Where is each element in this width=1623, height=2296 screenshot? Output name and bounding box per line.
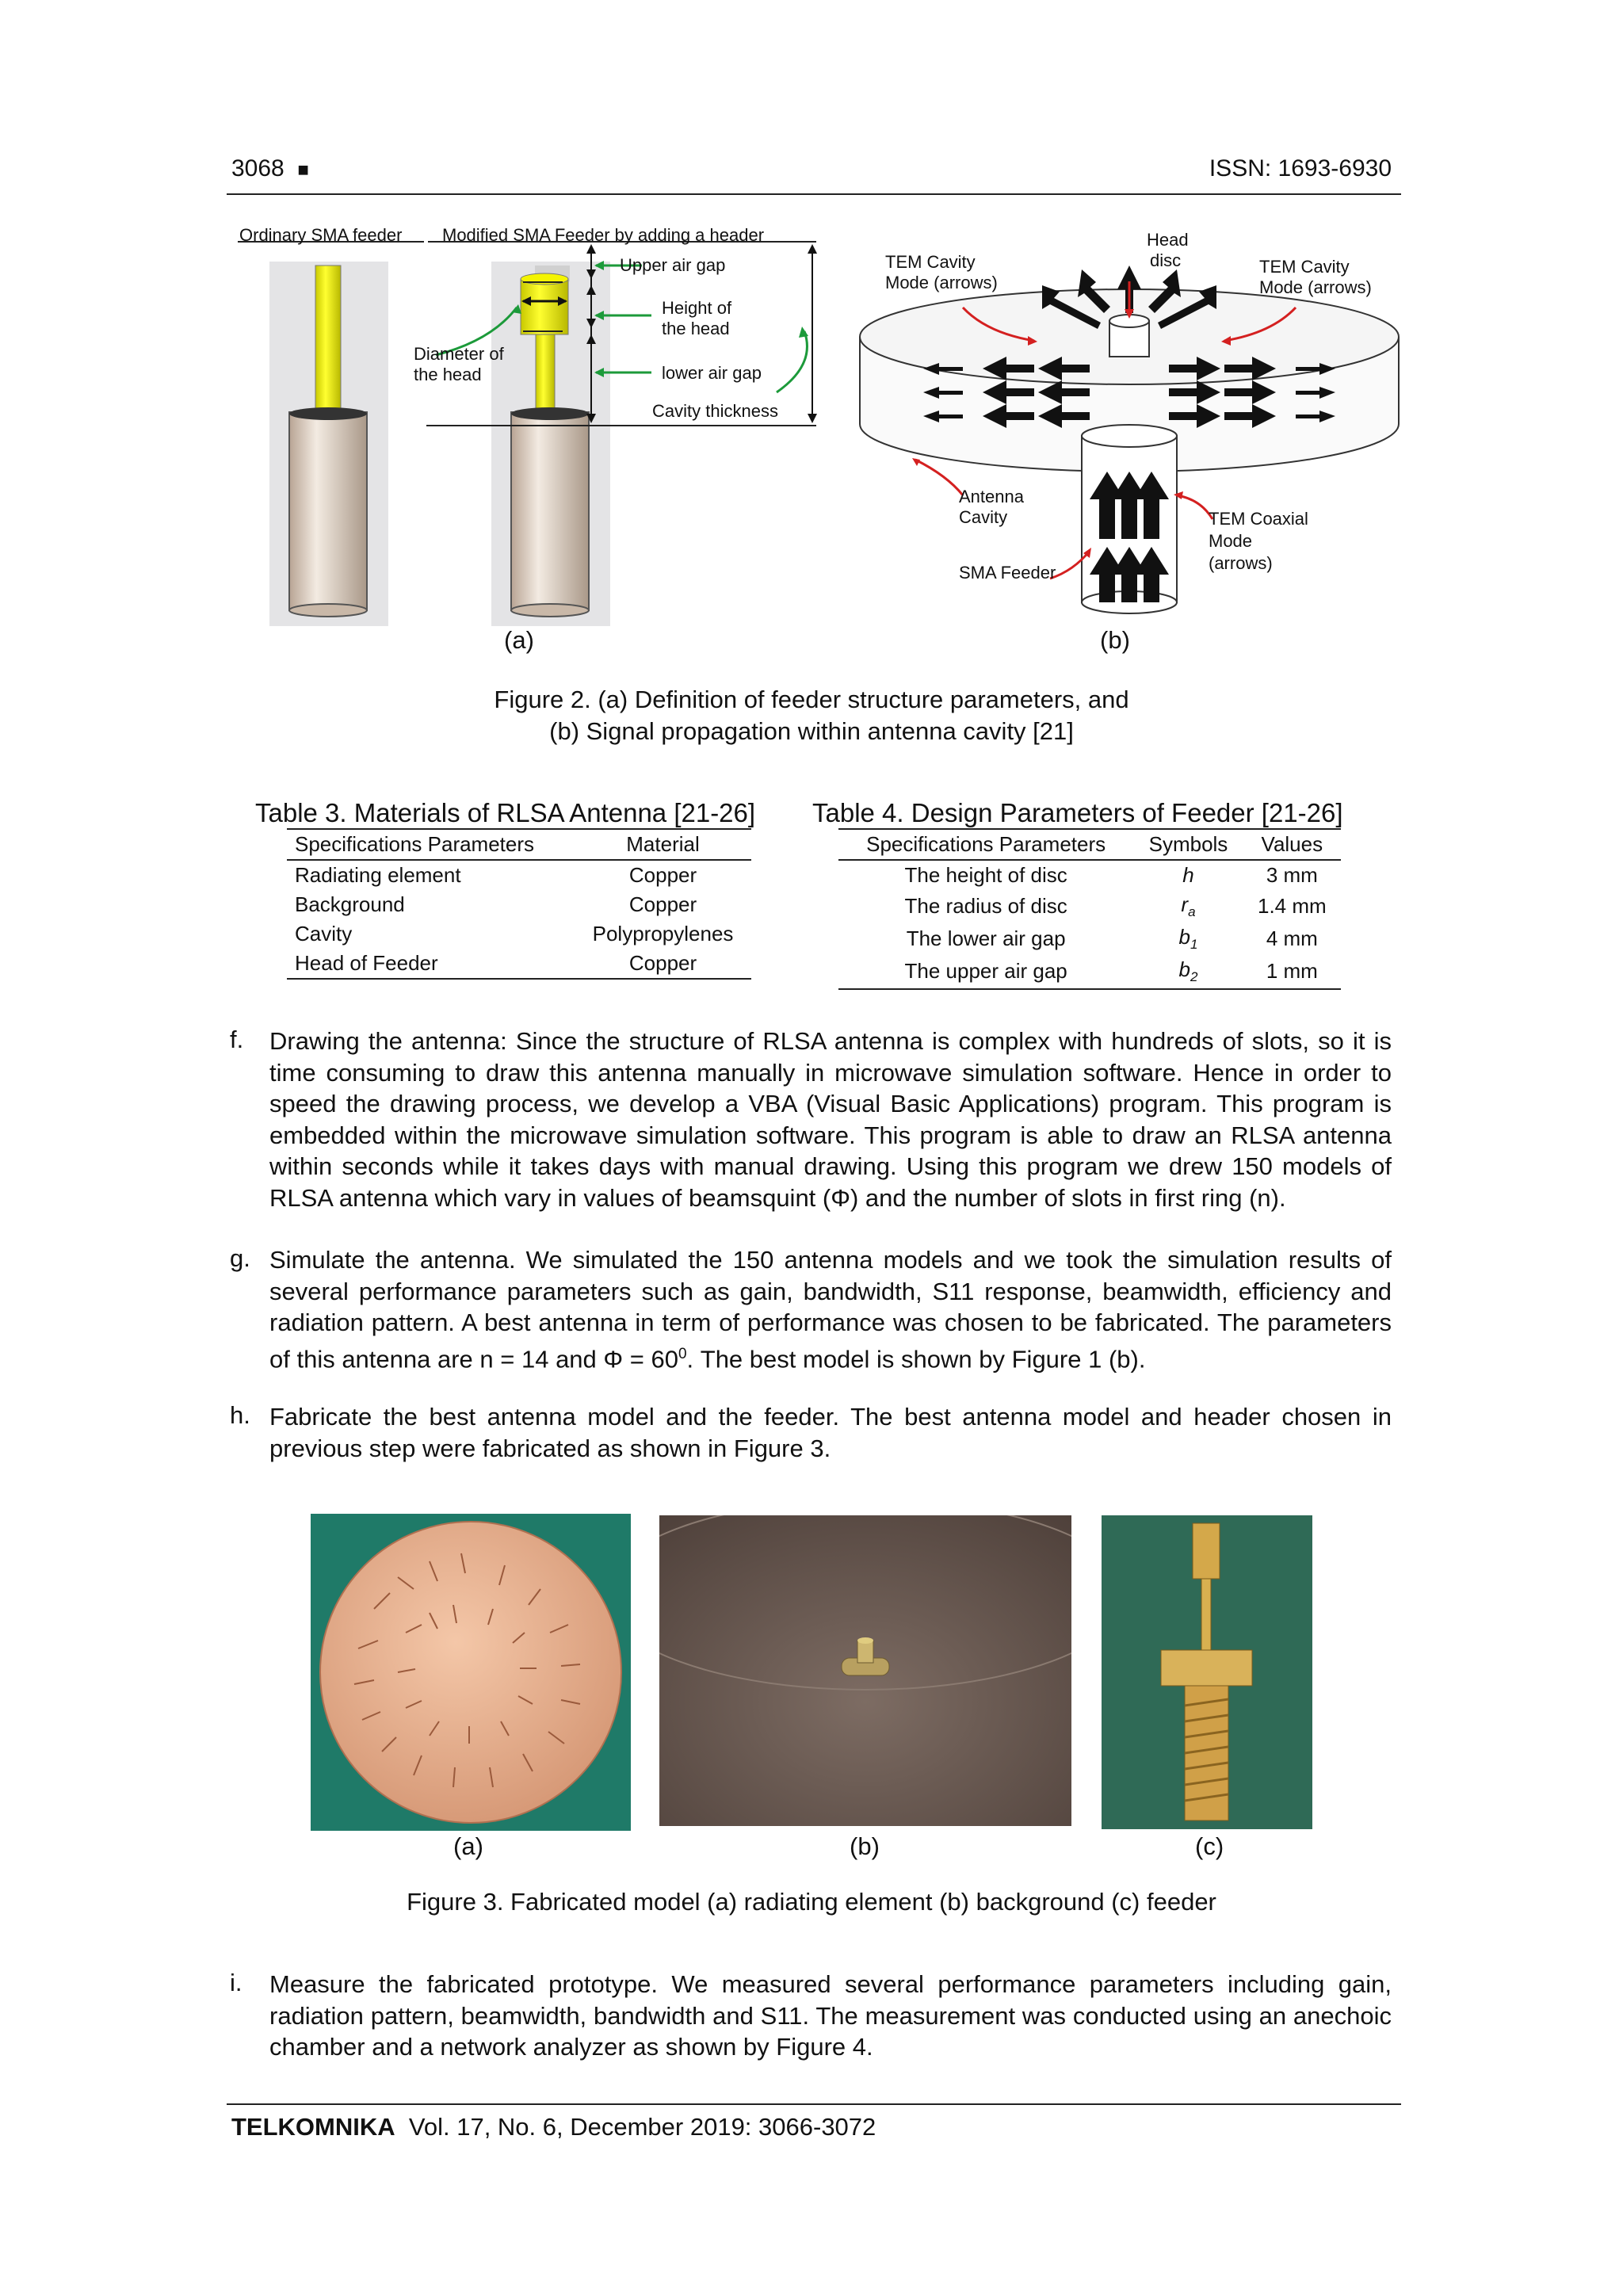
- table-row: [287, 860, 751, 890]
- step-i-text: Measure the fabricated prototype. We measured several performance parameters including gain, radiation pattern, beamwidth, bandwidth and S11. The measurement was conducted using an anechoic chamber and a network analyzer as shown by Figure 4.: [269, 1970, 1392, 2061]
- table-row: [838, 923, 1341, 955]
- figure2-panel-b: [852, 222, 1407, 634]
- background-image: [659, 1515, 1071, 1826]
- figure2-sublabel-b: (b): [1100, 626, 1130, 654]
- table4-header-symbols: Symbols: [1133, 829, 1243, 860]
- table-row: [838, 860, 1341, 890]
- diameter-label-1: Diameter of: [414, 344, 504, 364]
- tem-cavity-left-label-1: TEM Cavity: [885, 252, 976, 272]
- radiating-element-image: [311, 1514, 631, 1831]
- step-f-text: Drawing the antenna: Since the structure of RLSA antenna is complex with hundreds of slots, so it is time consuming to draw this antenna manually in microwave simulation software. Hence in order to speed the drawing process, we develop a VBA (Visual Basic Applications) program. This program is embedded within the microwave simulation software. This program is able to draw an RLSA antenna within seconds while it takes days with manual drawing. Using this program we drew 150 models of RLSA antenna which vary in values of beamsquint (Φ) and the number of slots in first ring (n).: [269, 1027, 1392, 1212]
- head-disc-label-1: Head: [1147, 230, 1189, 250]
- feeder-image: [1102, 1515, 1312, 1829]
- table3-cell: Copper: [628, 863, 697, 887]
- table3-cell: Copper: [628, 892, 697, 916]
- step-g-marker: g.: [230, 1244, 250, 1272]
- table4-header-param: Specifications Parameters: [838, 829, 1133, 860]
- sma-feeder-label: SMA Feeder: [959, 563, 1056, 583]
- table4-title: Table 4. Design Parameters of Feeder [21-26]: [812, 798, 1343, 827]
- footer-rule: [227, 2103, 1401, 2105]
- table4-symbol: $b_1$: [1178, 925, 1198, 953]
- step-i-marker: i.: [230, 1969, 242, 1996]
- journal-name: TELKOMNIKA: [231, 2113, 395, 2141]
- modified-sma-label: Modified SMA Feeder by adding a header: [442, 225, 765, 245]
- table4-symbol: $r_a$: [1181, 892, 1196, 920]
- table4-cell: The height of disc: [904, 863, 1067, 887]
- footer: [231, 2113, 876, 2141]
- table4-header-values: Values: [1243, 829, 1341, 860]
- step-h-text: Fabricate the best antenna model and the feeder. The best antenna model and header chosen in previous step were fabricated as shown in Figure 3.: [269, 1403, 1392, 1462]
- figure3-photo-feeder: [1102, 1515, 1312, 1829]
- tem-cavity-right-label-2: Mode (arrows): [1259, 277, 1372, 297]
- tem-cavity-right-label-1: TEM Cavity: [1259, 257, 1350, 277]
- step-g-text: [269, 1244, 1392, 1374]
- height-of-head-label-2: the head: [662, 319, 730, 338]
- table3-title: Table 3. Materials of RLSA Antenna [21-26]: [255, 798, 756, 827]
- table3-header-param: Specifications Parameters: [287, 829, 575, 860]
- table3-cell: Cavity: [295, 922, 353, 946]
- upper-air-gap-label: Upper air gap: [620, 255, 726, 275]
- figure3-photo-background: [659, 1515, 1071, 1826]
- lower-air-gap-label: lower air gap: [662, 363, 762, 383]
- table3-cell: Polypropylenes: [592, 922, 734, 946]
- head-disc-label-2: disc: [1150, 250, 1182, 270]
- figure2-caption-line2: (b) Signal propagation within antenna cavity [21]: [549, 717, 1074, 745]
- tem-coax-label-1: TEM Coaxial: [1209, 509, 1308, 529]
- table-row: [838, 890, 1341, 923]
- tem-coax-label-3: (arrows): [1209, 553, 1273, 573]
- figure3-sublabel-b: (b): [850, 1832, 880, 1860]
- header-rule: [227, 193, 1401, 195]
- table4-cell: The lower air gap: [906, 926, 1066, 951]
- table4: [838, 828, 1341, 990]
- figure3-sublabel-c: (c): [1195, 1832, 1224, 1860]
- tem-coax-label-2: Mode: [1209, 531, 1253, 551]
- feeder-structure-diagram: [230, 222, 832, 634]
- table4-cell: The radius of disc: [904, 894, 1067, 919]
- table4-symbol: $b_2$: [1133, 955, 1243, 988]
- table3-cell: Radiating element: [295, 863, 461, 887]
- figure2-panel-a: [230, 222, 832, 634]
- table-row: [838, 955, 1341, 988]
- figure3-photo-radiating-element: [311, 1514, 631, 1831]
- cavity-thickness-label: Cavity thickness: [652, 401, 778, 421]
- antenna-cavity-label-1: Antenna: [959, 487, 1024, 506]
- table4-cell: 3 mm: [1266, 863, 1318, 887]
- table4-symbol: h: [1182, 863, 1194, 887]
- step-g-text-b: . The best model is shown by Figure 1 (b).: [686, 1344, 1146, 1373]
- table3-header-material: Material: [575, 829, 751, 860]
- issn: ISSN: 1693-6930: [1209, 155, 1392, 181]
- table4-cell: The upper air gap: [838, 955, 1133, 988]
- header-separator: ■: [297, 159, 309, 181]
- table-row: [287, 919, 751, 949]
- step-f-marker: f.: [230, 1026, 244, 1053]
- figure3-caption: Figure 3. Fabricated model (a) radiating element (b) background (c) feeder: [407, 1888, 1216, 1916]
- tem-cavity-left-label-2: Mode (arrows): [885, 273, 998, 292]
- table3-cell: Background: [295, 892, 405, 916]
- table4-cell: 4 mm: [1266, 926, 1318, 951]
- step-g-sup: 0: [678, 1345, 687, 1362]
- page-number: 3068 ■: [231, 155, 309, 181]
- step-g-text-a: Simulate the antenna. We simulated the 150 antenna models and we took the simulation results of several performance parameters such as gain, bandwidth, S11 response, beamwidth, efficiency and radiation pattern. A best antenna in term of performance was chosen to be fabricated. The parameters of this antenna are n = 14 and Φ = 60: [269, 1246, 1392, 1373]
- figure2-sublabel-a: (a): [504, 626, 534, 654]
- table3-cell: Head of Feeder: [287, 949, 575, 979]
- table4-cell: 1.4 mm: [1257, 894, 1327, 919]
- figure2-caption-line1: Figure 2. (a) Definition of feeder structure parameters, and: [494, 686, 1129, 713]
- table3: [287, 828, 751, 980]
- antenna-cavity-label-2: Cavity: [959, 507, 1008, 527]
- ordinary-sma-label: Ordinary SMA feeder: [239, 225, 403, 245]
- table-row: [287, 890, 751, 919]
- journal-details: Vol. 17, No. 6, December 2019: 3066-3072: [408, 2113, 876, 2141]
- step-h-marker: h.: [230, 1401, 250, 1429]
- table4-cell: 1 mm: [1243, 955, 1341, 988]
- figure3-sublabel-a: (a): [453, 1832, 483, 1860]
- height-of-head-label-1: Height of: [662, 298, 732, 318]
- diameter-label-2: the head: [414, 365, 482, 384]
- table3-cell: Copper: [575, 949, 751, 979]
- table-row: [287, 949, 751, 979]
